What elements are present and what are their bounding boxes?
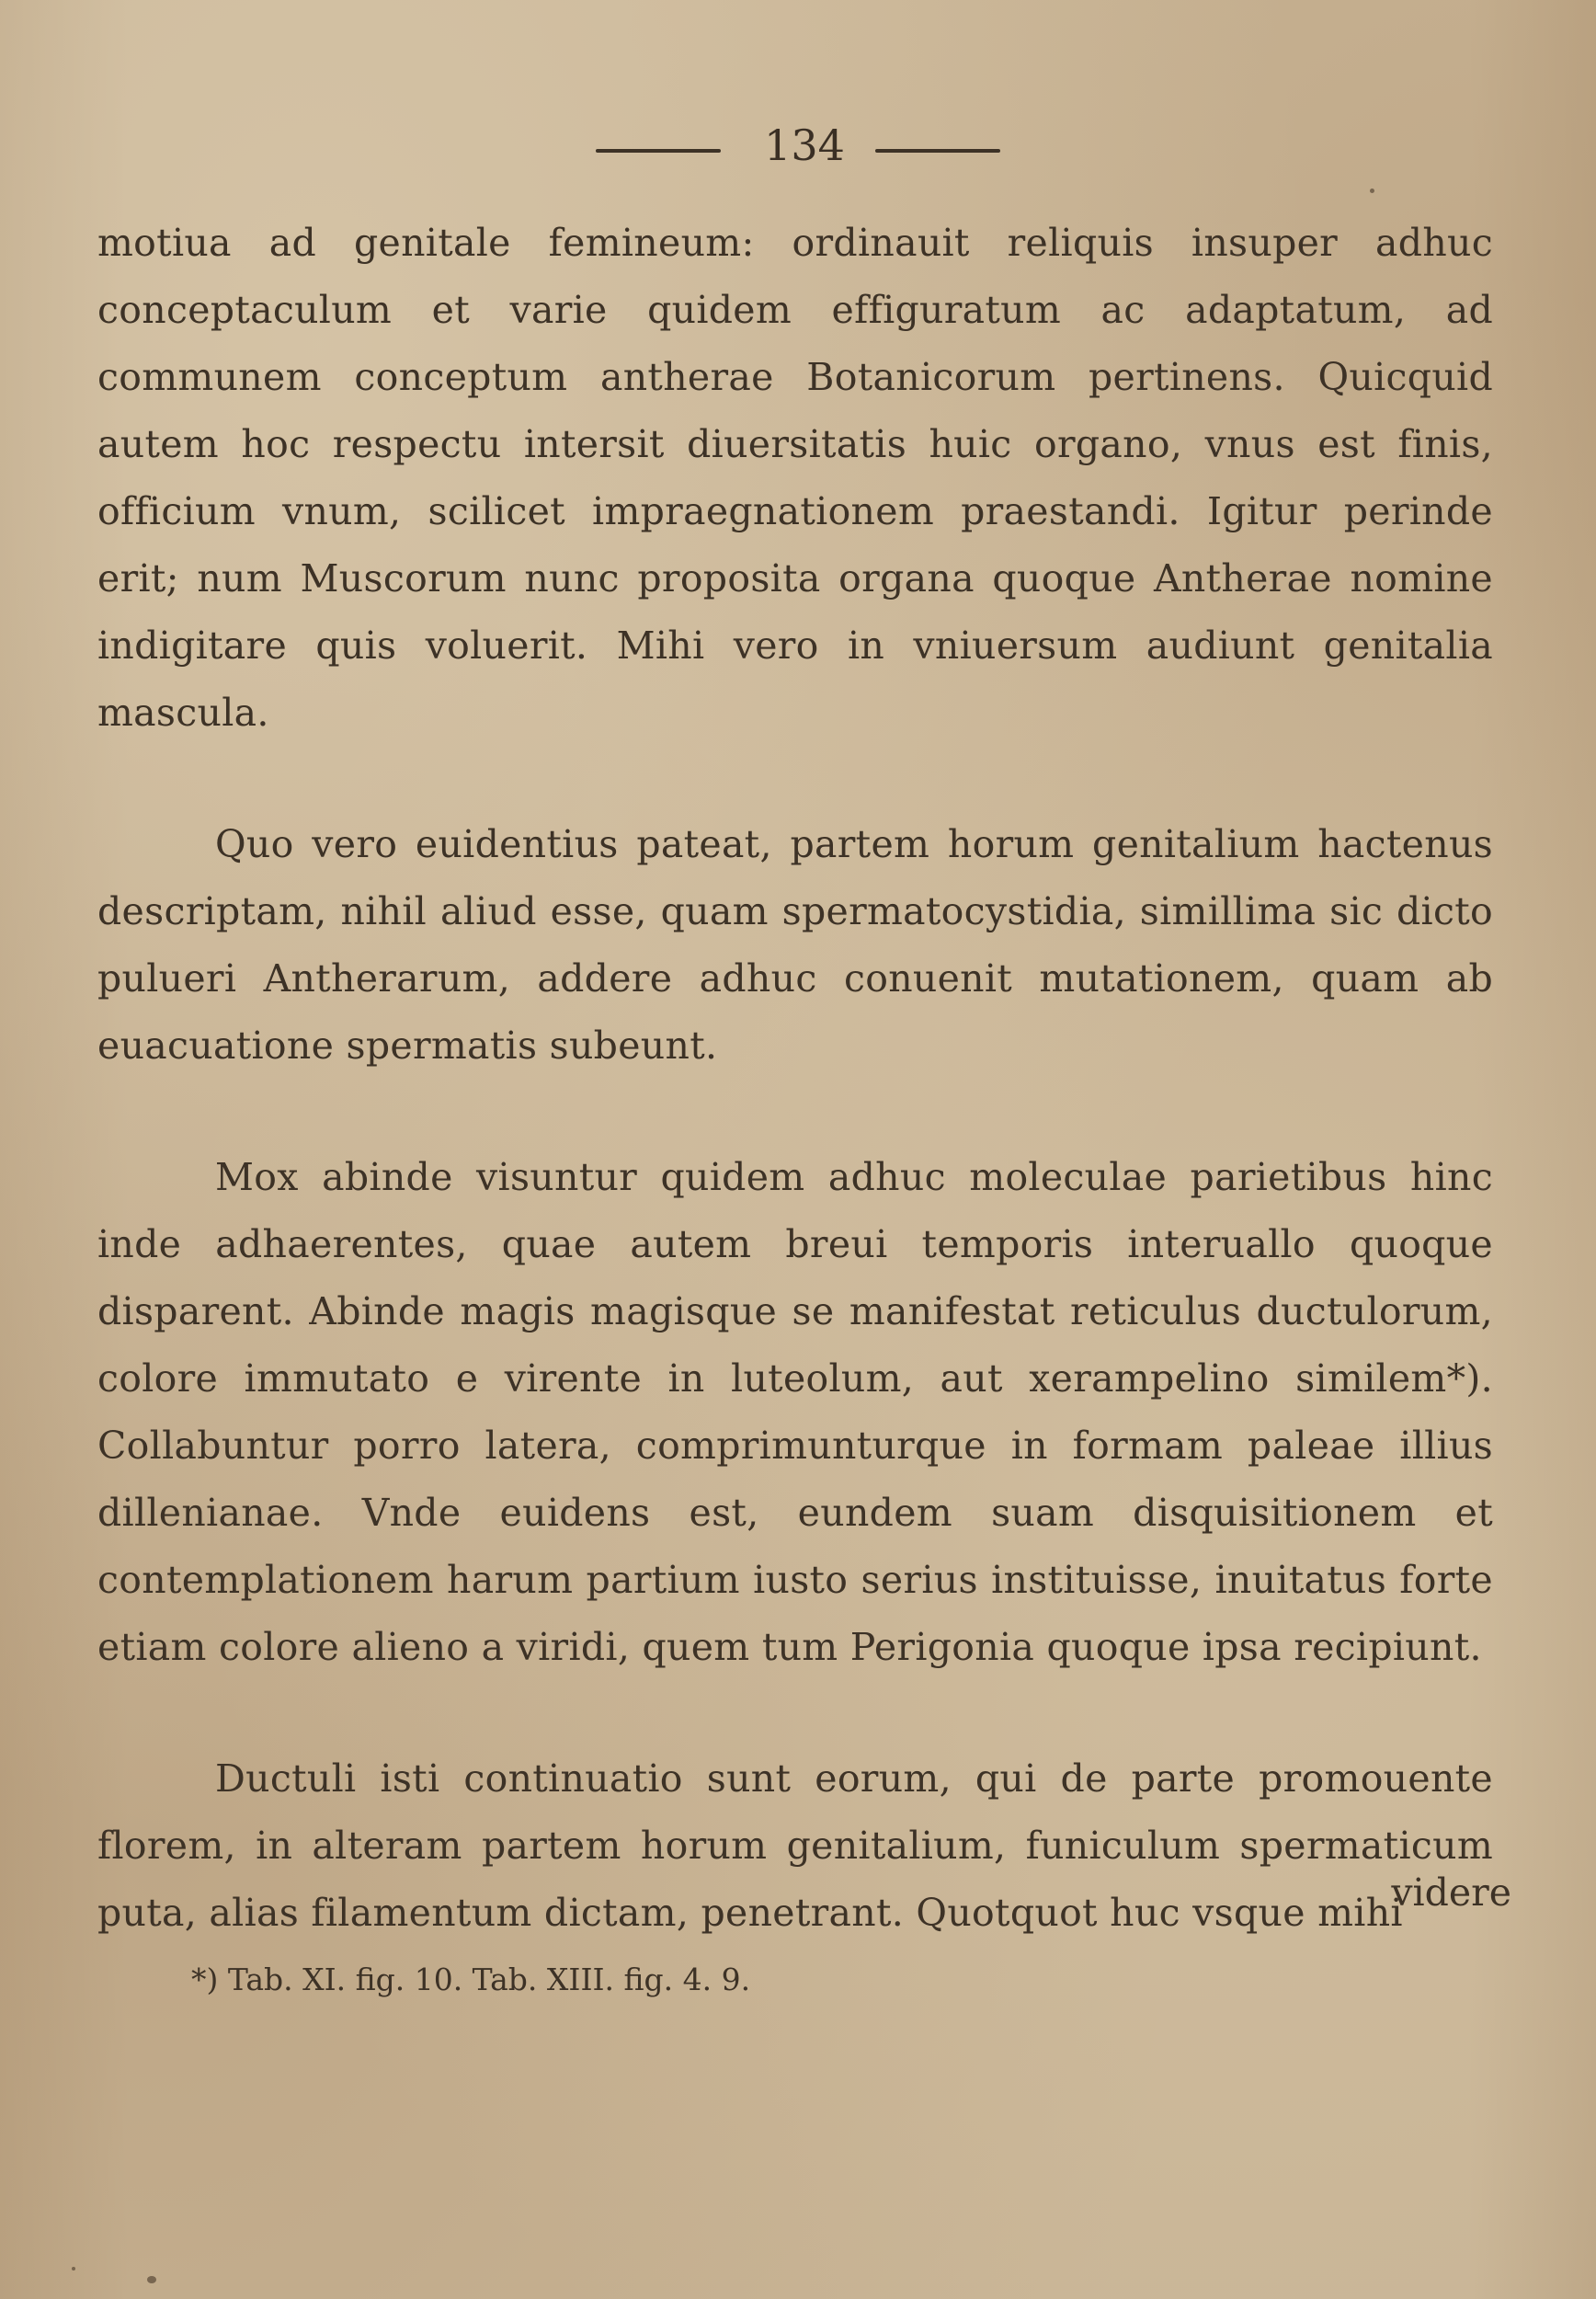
paper-speck [147,2276,156,2283]
catchword: videre [1391,1870,1511,1915]
header-rule-left [596,149,721,153]
paragraph-2: Quo vero euidentius pateat, partem horum genitalium hactenus descriptam, nihil aliud esse, quam spermatocystidia, simillima sic dicto pulueri Antherarum, addere adhuc conuenit mutationem, quam ab euacuatione spermatis subeunt. [97,822,1493,1068]
paper-speck [72,2267,75,2270]
page-header [0,118,1596,173]
page-number: 134 [764,120,845,170]
paper-speck [1370,189,1374,193]
paragraph-1: motiua ad genitale femineum: ordinauit reliquis insuper adhuc conceptaculum et varie quidem effiguratum ac adaptatum, ad communem conceptum antherae Botanicorum pertinens. Quicquid autem hoc respectu intersit diuersitatis huic organo, vnus est finis, officium vnum, scilicet impraegnationem praestandi. Igitur perinde erit; num Muscorum nunc proposita organa quoque Antherae nomine indigitare quis voluerit. Mihi vero in vniuersum audiunt genitalia mascula. [97,221,1493,735]
paragraph-3: Mox abinde visuntur quidem adhuc moleculae parietibus hinc inde adhaerentes, quae autem breui temporis interuallo quoque disparent. Abinde magis magisque se manifestat reticulus ductulorum, colore immutato e virente in luteolum, aut xerampelino similem*). Collabuntur porro latera, comprimunturque in formam paleae illius dillenianae. Vnde euidens est, eundem suam disquisitionem et contemplationem harum partium iusto serius instituisse, inuitatus forte etiam colore alieno a viridi, quem tum Perigonia quoque ipsa recipiunt. [97,1155,1493,1669]
body-text [97,210,1493,1947]
footnote: *) Tab. XI. fig. 10. Tab. XIII. fig. 4. 9. [191,1962,751,1997]
header-rule-right [875,149,1000,153]
paragraph-4: Ductuli isti continuatio sunt eorum, qui de parte promouente florem, in alteram partem horum genitalium, funiculum spermaticum puta, alias filamentum dictam, penetrant. Quotquot huc vsque mihi [97,1756,1493,1935]
